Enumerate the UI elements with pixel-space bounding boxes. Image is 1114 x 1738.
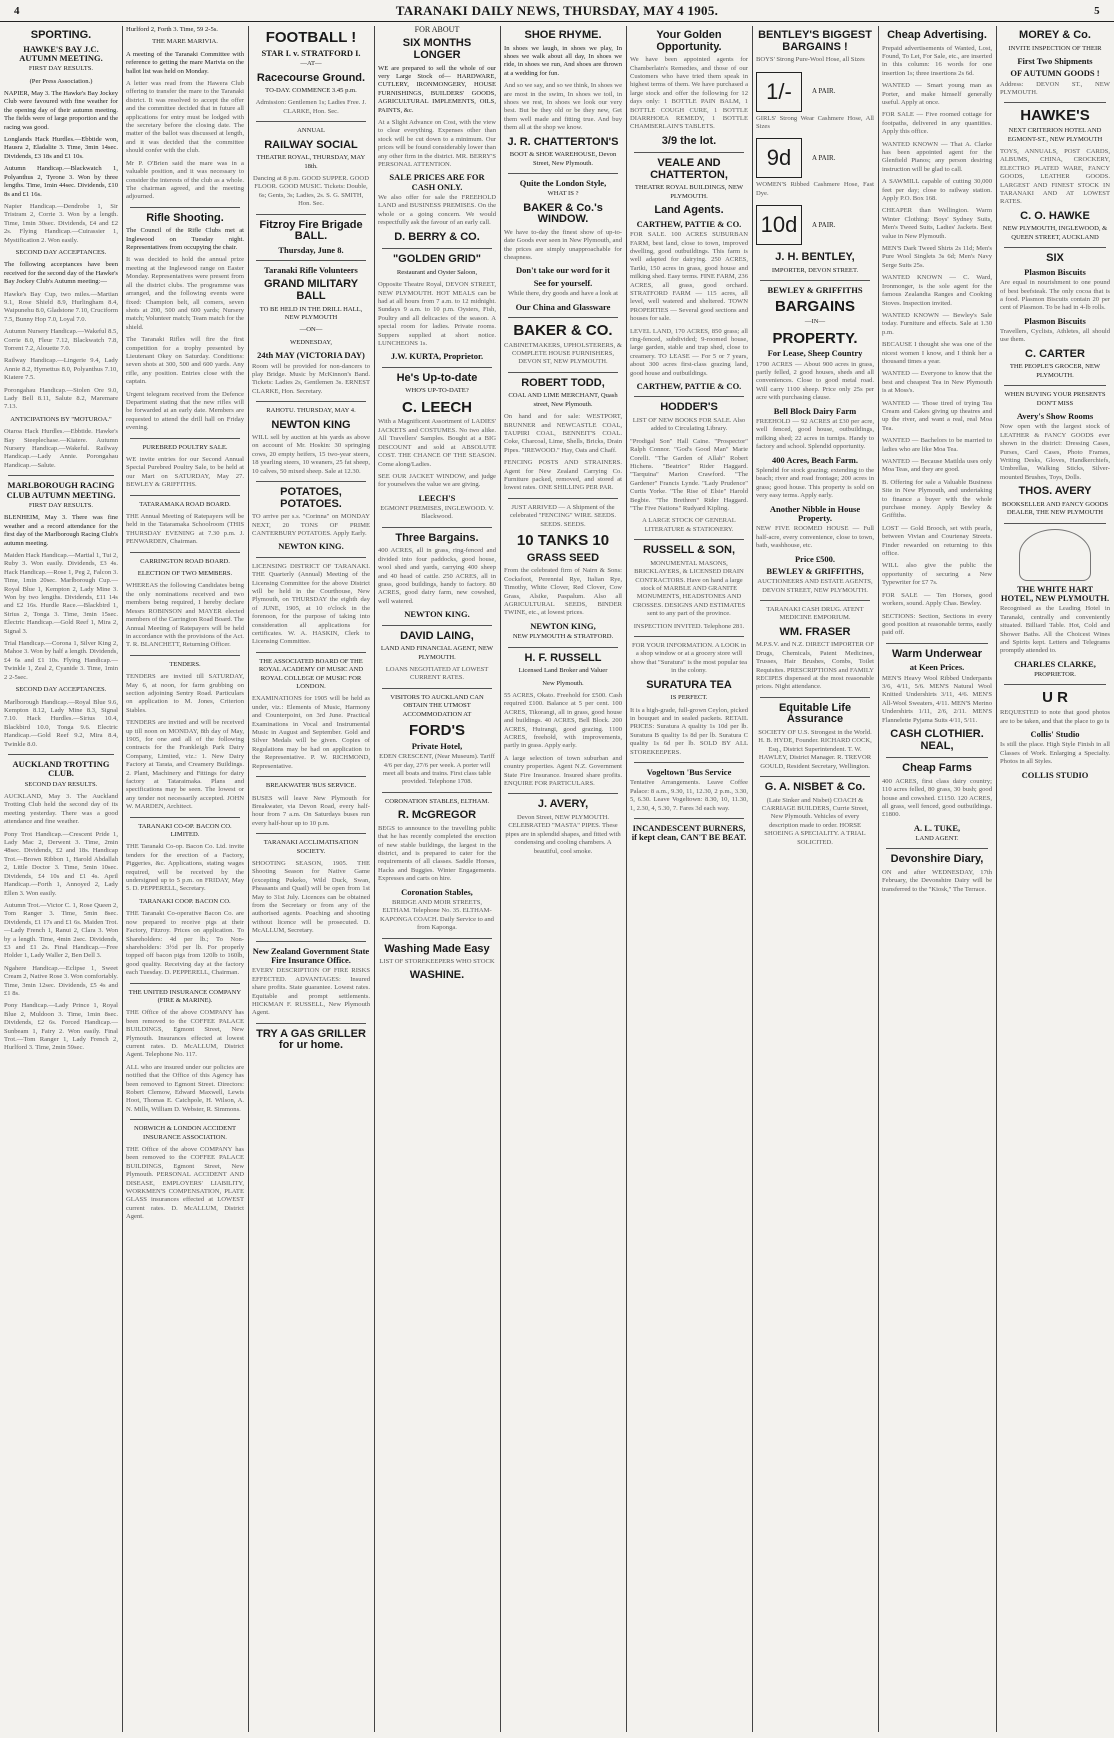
collis-heading: Collis' Studio (1030, 729, 1080, 740)
section-subheading: FIRST DAY RESULTS. (28, 65, 94, 73)
section-subheading: ELECTION OF TWO MEMBERS. (137, 570, 233, 578)
thos-avery-heading: THOS. AVERY (1018, 485, 1092, 498)
house-property-heading: Another Nibble in House Property. (769, 503, 861, 523)
mcgregor-heading: R. McGREGOR (397, 809, 477, 822)
tanks-heading: 10 TANKS 10 (516, 532, 610, 550)
ball-date: Thursday, June 8. (278, 244, 344, 255)
carter-heading: C. CARTER (1025, 347, 1085, 360)
see-yourself-heading: See for yourself. (533, 277, 593, 288)
clarke-heading: CHARLES CLARKE, (1014, 658, 1096, 669)
plasmon-heading: Plasmon Biscuits (1024, 315, 1086, 326)
grass-seed-heading: GRASS SEED (526, 551, 600, 564)
suratura-sub: IS PERFECT. (670, 694, 708, 702)
masthead (0, 0, 1114, 22)
visitors-intro: VISITORS TO AUCKLAND CAN OBTAIN THE UTMOST ACCOMMODATION AT (390, 693, 484, 718)
article-paragraph: Longlands Hack Hurdles.—Ebbtide won, Hausra 2, Eladalite 3. Time, 3min 14sec. Dividends, £3 18s and £1 10s. (4, 136, 118, 160)
stables-subheading: CORONATION STABLES, ELTHAM. (384, 797, 490, 805)
todd-heading: ROBERT TODD, (521, 376, 605, 389)
press-credit: (Per Press Association.) (29, 77, 93, 85)
section-subheading: TATARAMAKA ROAD BOARD. (139, 500, 231, 508)
chatterton-heading: J. R. CHATTERTON'S (507, 135, 619, 148)
match-title: STAR I. v. STRATFORD I. (261, 47, 361, 58)
bus-service-heading: BREAKWATER 'BUS SERVICE. (265, 782, 357, 790)
carthew-heading: CARTHEW, PATTIE & CO. (636, 218, 742, 229)
section-subheading: TENDERS. (169, 660, 201, 668)
column-shop-ads: SHOE RHYME. In shoes we laugh, in shoes we play, In shoes we walk about all day, In shoes we ride, in shoes we run, And shoes are thrown at a wedding for fun. And so we say, and so we think, In shoes we are most in the swim, In shoes we toil, in shoes we rest, In shoes we look our very best. But be they old or be they new, Get them well made and fitting true. And buy them all at the shop we know. J. R. CHATTERTON'S BOOT & SHOE WAREHOUSE, Devon Street, New Plymouth. Quite the London Style, WHAT IS ? BAKER & Co.'s WINDOW. We have to-day the finest show of up-to-date Goods ever seen in New Plymouth, and the prices are simply unapproachable for cheapness. Don't take our word for it See for yourself. While there, dry goods and have a look at Our China and Glassware BAKER & CO. CABINETMAKERS, UPHOLSTERERS, & COMPLETE HOUSE FURNISHERS, DEVON ST, NEW PLYMOUTH. ROBERT TODD, COAL AND LIME MERCHANT, Quash street, New Plymouth. On hand and for sale: WESTPORT, BRUNNER and NEWCASTLE COAL, TAUPIRI COAL, BENNEIT'S COAL. Coke, Charcoal, Lime, Shells, Bricks, Drain Pipes. "IREWOOD." Hay, Oats and Chaff. FENCING POSTS AND STRAINERS. Agent for New Zealand Carrying Co. Furniture packed, removed, and stored at lowest rates. ONE SHILLING PER PAR. JUST ARRIVED — A Shipment of the celebrated "FENCING" WIRE. SEEDS. SEEDS. SEEDS. 10 TANKS 10 GRASS SEED From the celebrated firm of Nairn & Sons: Cocksfoot, Perennial Rye, Italian Rye, Timothy, White Clover, Red Clover, Cow Grass, Alsike, Paspalum. Also all AGRICULTURAL SEEDS, BINDER TWINE, etc., at lowest prices. NEWTON KING, NEW PLYMOUTH & STRATFORD. H. F. RUSSELL Licensed Land Broker and Valuer New Plymouth. 55 ACRES, Okato. Freehold for £500. Cash required £100. Balance at 5 per cent. 100 ACRES, Tikorangi, all in grass, good house and buildings. 40 ACRES, Bell Block. 200 ACRES, Huirangi, good grazing. 1100 ACRES, freehold, with improvements, partly in grass. Apply early. A large selection of town suburban and country properties. Agent N.Z. Government State Fire Insurance. Insured share profits. ENQUIRE FOR PARTICULARS. J. AVERY, Devon Street, NEW PLYMOUTH. CELEBRATED "MASTA" PIPES. These pipes are in splendid shapes, and fitted with condensing and cooling chambers. A beautiful, cool smoke. (504, 29, 622, 855)
column-classifieds: Cheap Advertising. Prepaid advertisements of Wanted, Lost, Found, To Let, For Sale, etc., are inserted in this column: 16 words for one insertion 1s; three insertions 2s 6d. WANTED — Smart young man as Porter, and make himself generally useful. Apply at once. FOR SALE — Five roomed cottage for footpaths, delivered in any quantities. Apply this office. WANTED KNOWN — That A. Clarke has been appointed agent for the Glenfield Pianos; any person desiring instruction will be glad to call. A SAWMILL capable of cutting 30,000 feet per day; close to railway station. Apply P.O. Box 168. CHEAPER than Wellington. Warm Winter Clothing: Boys' Sydney Suits, Men's Tweed Suits, Ladies' Jackets. Best value in New Plymouth. MEN'S Dark Tweed Shirts 2s 11d; Men's Pure Wool Singlets 3s 6d; Men's Navy Serge Suits 25s. WANTED KNOWN — C. Ward, Ironmonger, is the sole agent for the famous Zealandia Ranges and Cooking Stoves. Inspection invited. WANTED KNOWN — Bewley's Sale today. Furniture and effects. Sale at 1.30 p.m. BECAUSE I thought she was one of the nicest women I know, and I think her a thousand times a year. WANTED — Everyone to know that the best and cheapest Tea in New Plymouth is at Moss's. WANTED — Those tired of trying Tea Cream and Cakes giving up theatres and up the river, and want a real, real Moa Tea. WANTED — Bachelors to be married to ladies who are like Moa Tea. WANTED — Because Matilda uses only Moa Teas, and they are good. B. Offering for sale a Valuable Business Site in New Plymouth, and undertaking to finance a buyer with the whole purchase money. Apply Bewley & Griffiths. LOST — Gold Brooch, set with pearls, between Vivian and Courtenay Streets. Finder rewarded on returning to this office. WILL also give the public the opportunity of securing a New Typewriter for £7 7s. FOR SALE — Ten Horses, good workers, sound. Apply Chas. Bewley. SECTIONS: Section, Sections in every good position at reasonable terms, easily paid off. Warm Underwear at Keen Prices. MEN'S Heavy Wool Ribbed Underpants 3/6, 4/11, 5/6. MEN'S Natural Wool Knitted Undershirts 3/11, 4/6. MEN'S All-Wool Sweaters, 4/11. MEN'S Merino Undershirts 1/11, 2/6, 2/11. MEN'S Flannelette Pyjama Suits 4/11, 5/11. CASH CLOTHIER. NEAL, Cheap Farms 400 ACRES, first class dairy country; 110 acres felled, 80 grass, 30 bush; good house and cowshed. £1150. 120 ACRES, all grass, well fenced, good outbuildings. £1800. A. L. TUKE, LAND AGENT. Devonshire Diary, ON and after WEDNESDAY, 17th February, the Devonshire Dairy will be transferred to the "Kiosk," The Terrace. (882, 29, 992, 893)
avery-heading: J. AVERY, (537, 798, 589, 811)
section-subheading: CARRINGTON ROAD BOARD. (140, 557, 230, 565)
thos-avery-sub: BOOKSELLER AND FANCY GOODS DEALER, THE NEW PLYMOUTH (1001, 500, 1109, 517)
ad-paragraph: WE are prepared to sell the whole of our very Large Stock of— HARDWARE, CUTLERY, IRONMONGERY, HOUSE FURNISHINGS, BUILDERS' GOODS, AGRICULTURAL IMPLEMENTS, OILS, PAINTS, &c. (378, 64, 496, 114)
todd-subheading: COAL AND LIME MERCHANT, Quash street, New Plymouth. (508, 392, 618, 408)
section-subheading: FIRST DAY RESULTS. (28, 501, 94, 509)
dairy-farm-heading: Bell Block Dairy Farm (773, 405, 857, 416)
auctioneer-heading: NEWTON KING. (404, 609, 470, 620)
section-heading: AUCKLAND TROTTING CLUB. (12, 758, 110, 779)
veale-heading: VEALE AND CHATTERTON, (650, 157, 728, 181)
article-paragraph: A meeting of the Taranaki Committee with reference to getting the mare Marivia on the ballot list was held on Monday. (126, 50, 244, 75)
golden-grid-sub: Restaurant and Oyster Saloon, (396, 268, 478, 276)
section-subheading: THE MARE MARIVIA. (152, 38, 218, 46)
column-news: Hurlford 2, Forth 3. Time, 59 2-5s. THE MARE MARIVIA. A meeting of the Taranaki Committee with reference to getting the mare Marivia on the ballot list was held on Monday. A letter was read from the Hawera Club offering to transfer the mare to the Taranaki district. It was resolved to accept the offer and the committee decided that in future all applications for entry must be lodged with the secretary before the closing date. The matter of the ballot was discussed at length, and it was decided that the committee should confer with the club. Mr P. O'Brien said the mare was in a valuable position, and it was necessary to consider the interests of the club as a whole. The chairman agreed, and the meeting adjourned. Rifle Shooting. The Council of the Rifle Clubs met at Inglewood on Tuesday night. Representatives from occupying the chair. It was decided to hold the annual prize meeting at the Inglewood range on Easter Monday. Representatives were present from all the district clubs. The programme was arranged, and the following events were fixed: Champion belt, all comers, seven shots at 200, 500 and 600 yards; Nursery match; Volunteer match; Team match for the shield. The Taranaki Rifles will fire the first competition for a trophy presented by Lieutenant Okey on Saturday. Conditions: seven shots at 300, 500 and 600 yards. Any rifle, any position. Entries close with the captain. Urgent telegram received from the Defence Department stating that the new rifles will be forwarded at an early date. Members are requested to attend the drill hall on Friday evening. PUREBRED POULTRY SALE. WE invite entries for our Second Annual Special Purebred Poultry Sale, to be held at our Mart on SATURDAY, May 27. BEWLEY & GRIFFITHS. TATARAMAKA ROAD BOARD. THE Annual Meeting of Ratepayers will be held in the Tataramaka Schoolroom (THIS THURSDAY EVENING at 7.30 p.m. J. PENWARDEN, Chairman. CARRINGTON ROAD BOARD. ELECTION OF TWO MEMBERS. WHEREAS the following Candidates being the only nominations received and two members being required, I hereby declare Messrs ROBINSON and MAYER elected members of the Carrington Road Board. The Annual Meeting of Ratepayers will be held in accordance with the provisions of the Act. T. R. BLANCHETT, Returning Officer. TENDERS. TENDERS are invited till SATURDAY, May 6, at noon, for farm grubbing on section adjoining Sentry Road. Particulars on application to M. Jones, Criterion Stables. TENDERS are invited and will be received up till noon on MONDAY, 8th day of May, 1905, for one and all of the following contracts for the Frankleigh Park Dairy Company, Limited, viz.: 1. New Dairy Factory at Tarata, and Creamery Buildings. 2. Plant, Machinery and Fittings for dairy factory at Tataraimaka. Plans and specifications may be seen. The lowest or any tender not necessarily accepted. JOHN W. MARDEN, Architect. TARANAKI CO-OP. BACON CO. LIMITED. THE Taranaki Co-op. Bacon Co. Ltd. invite tenders for the erection of a Factory, Piggeries, &c. Applications, stating wages required, will be received by the undersigned up to 5 p.m. on FRIDAY, May 5. D. PEPPERELL, Secretary. TARANAKI COOP. BACON CO. THE Taranaki Co-operative Bacon Co. are now prepared to receive pigs at their Factory, Fitzroy. Prices on application. To Shareholders: 4d per lb.; To Non-shareholders: 3½d per lb. For properly topped off bacon pigs from 120lb to 160lb, good quality. Receiving day at the factory each Tuesday. D. PEPPERELL, Chairman. THE UNITED INSURANCE COMPANY (FIRE & MARINE). THE Office of the above COMPANY has been removed to the COFFEE PALACE BUILDINGS, Egmont Street, New Plymouth. Insurances effected at lowest current rates. D. McALLUM, District Agent. Telephone No. 117. ALL who are insured under our policies are notified that the Office of this Agency has been removed to Egmont Street. Directors: Robert Clemow, Edward Maxwell, Lewis Hoot, Thomas E. Catchpole, H. Wilson, A. N. Mills, William D. Webster, R. Simmons. NORWICH & LONDON ACCIDENT INSURANCE ASSOCIATION. THE Office of the above COMPANY has been removed to the COFFEE PALACE BUILDINGS, Egmont Street, New Plymouth. PERSONAL ACCIDENT AND DISEASE, EMPLOYERS' LIABILITY, WORKMEN'S COMPENSATION, PLATE GLASS insurances effected at LOWEST current rates. D. McALLUM, District Agent. (126, 26, 244, 1221)
price-unit: A PAIR. (812, 87, 836, 96)
chatterton-address: BOOT & SHOE WAREHOUSE, Devon Street, New Plymouth. (509, 151, 617, 167)
article-paragraph: BLENHEIM, May 3. There was fine weather and a record attendance for the first day of the Marlborough Racing Club's autumn meeting. (4, 514, 118, 547)
section-heading: Rifle Shooting. (146, 211, 224, 224)
bargains-heading: BARGAINS (774, 298, 855, 316)
price-unit: A PAIR. (812, 220, 836, 229)
china-heading: Our China and Glassware (515, 301, 611, 312)
russell-heading: H. F. RUSSELL (524, 651, 602, 664)
leech-store-name: LEECH'S (418, 492, 456, 503)
section-subheading: ANTICIPATIONS BY "MOTUROA." (10, 415, 112, 423)
hawke-heading: C. O. HAWKE (1020, 209, 1090, 222)
collis-studio-heading: COLLIS STUDIO (1021, 769, 1089, 780)
auctioneer-heading: NEWTON KING (271, 418, 351, 431)
article-paragraph: Hurlford 2, Forth 3. Time, 59 2-5s. (126, 26, 218, 33)
military-ball-heading: GRAND MILITARY BALL (263, 278, 359, 302)
bewley-heading: BEWLEY & GRIFFITHS (767, 285, 863, 296)
fraser-heading: WM. FRASER (779, 625, 851, 638)
stables-name: Coronation Stables, (401, 886, 473, 897)
price-row (756, 202, 874, 248)
hawke-address: NEXT CRITERION HOTEL AND EGMONT-ST., NEW PLYMOUTH (1007, 127, 1103, 143)
football-heading: FOOTBALL ! (265, 29, 357, 46)
sale-prices-note: SALE PRICES ARE FOR CASH ONLY. (389, 172, 485, 192)
property-heading: PROPERTY. (772, 329, 858, 347)
railway-social-heading: RAILWAY SOCIAL (264, 138, 358, 151)
dont-take-heading: Don't take our word for it (516, 265, 610, 276)
fords-sub: Private Hotel, (411, 740, 463, 751)
white-hart-heading: THE WHITE HART HOTEL, NEW PLYMOUTH. (1000, 583, 1110, 603)
section-subheading: SECOND DAY RESULTS. (24, 780, 98, 788)
railway-social-venue: THEATRE ROYAL, THURSDAY, MAY 18th. (256, 154, 366, 170)
bewley-heading: BEWLEY & GRIFFITHS, (766, 565, 864, 576)
section-subheading: THE UNITED INSURANCE COMPANY (FIRE & MARINE). (128, 988, 242, 1004)
venue-heading: Racecourse Ground. (256, 71, 366, 84)
russell-subheading: Licensed Land Broker and Valuer (518, 667, 608, 675)
music-board-heading: THE ASSOCIATED BOARD OF THE ROYAL ACADEMY OF MUSIC AND ROYAL COLLEGE OF MUSIC FOR LONDON. (258, 657, 364, 691)
gas-griller-heading: TRY A GAS GRILLER for ur home. (256, 1027, 366, 1052)
article-paragraph: Autumn Handicap.—Blackwatch 1, Polyanthus 2, Tyrone 3. Won by three lengths. Time, 1min 44sec. Dividends, £10 8s and £1 16s. (4, 165, 118, 198)
up-to-date-sub: WHO'S UP-TO-DATE? (405, 387, 469, 395)
hodder-heading: HODDER'S (660, 401, 718, 414)
column-right-ads: MOREY & Co. INVITE INSPECTION OF THEIR First Two Shipments OF AUTUMN GOODS ! Address: DEVON ST., NEW PLYMOUTH. HAWKE'S NEXT CRITERION HOTEL AND EGMONT-ST., NEW PLYMOUTH TOYS, ANNUALS, POST CARDS, ALBUMS, CHINA, CROCKERY, ELECTRO PLATED WARE, FANCY GOODS, LEATHER GOODS. LARGEST AND FINEST STOCK IN TARANAKI AND AT LOWEST RATES. C. O. HAWKE NEW PLYMOUTH, INGLEWOOD, & QUEEN STREET, AUCKLAND SIX Plasmon Biscuits Are equal in nourishment to one pound of best beefsteak. The only cocoa that is a food. Plasmon Biscuits contain 20 per cent of Plasmon. To be had in 4-lb rolls. Plasmon Biscuits Travellers, Cyclists, Athletes, all should use them. C. CARTER THE PEOPLE'S GROCER, NEW PLYMOUTH. WHEN BUYING YOUR PRESENTS DON'T MISS Avery's Show Rooms Now open with the largest stock of LEATHER & FANCY GOODS ever shown in the district: Dressing Cases, Purses, Card Cases, Photo Frames, Writing Desks, Gloves, Handkerchiefs, Umbrellas, Walking Sticks, Silver-mounted Brushes, Toys, Dolls. THOS. AVERY BOOKSELLER AND FANCY GOODS DEALER, THE NEW PLYMOUTH THE WHITE HART HOTEL, NEW PLYMOUTH. Recognised as the Leading Hotel in Taranaki, centrally and conveniently situated. Billiard Table. Hot, Cold and Shower Baths. All the Choicest Wines and Spirits kept. Letters and Telegrams promptly attended to. CHARLES CLARKE, PROPRIETOR. U R REQUESTED to note that good photos are to be taken, and that the place to go is Collis' Studio Is still the place. High Style Finish in all Classes of Work. Enlarging a Specialty. Photos in all Styles. COLLIS STUDIO (1000, 29, 1110, 780)
section-heading: MARLBOROUGH RACING CLUB AUTUMN MEETING. (6, 480, 116, 500)
carter-sub: THE PEOPLE'S GROCER, NEW PLYMOUTH. (1009, 363, 1101, 379)
section-subheading: SECOND DAY ACCEPTANCES. (15, 248, 107, 256)
shoe-rhyme-heading: SHOE RHYME. (524, 29, 602, 41)
show-rooms-heading: Avery's Show Rooms (1016, 411, 1094, 422)
price-box: 10d (756, 205, 802, 245)
veale-address: THEATRE ROYAL BUILDINGS, NEW PLYMOUTH. (634, 184, 744, 200)
column-entertainment: FOOTBALL ! STAR I. v. STRATFORD I. —AT— Racecourse Ground. TO-DAY. COMMENCE 3.45 p.m. Admission: Gentlemen 1s; Ladies Free. J. CLARKE, Hon. Sec. ANNUAL RAILWAY SOCIAL THEATRE ROYAL, THURSDAY, MAY 18th. Dancing at 8 p.m. GOOD SUPPER. GOOD FLOOR. GOOD MUSIC. Tickets: Double, 6s; Gents, 3s; Ladies, 2s. S. G. SMITH, Hon. Sec. Fitzroy Fire Brigade BALL. Thursday, June 8. Taranaki Rifle Volunteers GRAND MILITARY BALL TO BE HELD IN THE DRILL HALL, NEW PLYMOUTH —ON— WEDNESDAY, 24th MAY (VICTORIA DAY) Room will be provided for non-dancers to play Bridge. Music by McKinnon's Band. Tickets: Ladies 2s, Gentlemen 3s. ERNEST CLARKE, Hon. Secretary. RAHOTU. THURSDAY, MAY 4. NEWTON KING WILL sell by auction at his yards as above on account of Mr. Hoskin: 30 springing cows, 20 empty heifers, 15 two-year steers, 18 yearling steers, 10 weaners, 25 fat sheep, 10 calves, 50 mixed sheep. Sale at 12.30. POTATOES, POTATOES. TO arrive per s.s. "Corinna" on MONDAY NEXT, 20 TONS OF PRIME CANTERBURY POTATOES. Apply Early. NEWTON KING. LICENSING DISTRICT OF TARANAKI. THE Quarterly (Annual) Meeting of the Licensing Committee for the above District will be held in the Courthouse, New Plymouth, on THURSDAY the eighth day of JUNE, 1905, at 10 o'clock in the forenoon, for the purpose of taking into consideration all applications for certificates. W. A. HASKIN, Clerk to Licensing Committee. THE ASSOCIATED BOARD OF THE ROYAL ACADEMY OF MUSIC AND ROYAL COLLEGE OF MUSIC FOR LONDON. EXAMINATIONS for 1905 will be held as under, viz.: Elements of Music, Harmony and Counterpoint, on 3rd June. Practical Examinations in Vocal and Instrumental Music in August and September. Gold and Silver Medals will be given. Copies of Regulations may be had on application to the Representative. P. W. RICHMOND, Representative. BREAKWATER 'BUS SERVICE. BUSES will leave New Plymouth for Breakwater, via Devon Road, every half-hour from 7 a.m. On Saturdays buses run every half-hour up to 10 p.m. TARANAKI ACCLIMATISATION SOCIETY. SHOOTING SEASON, 1905. THE Shooting Season for Native Game (excepting Pukeko, Wild Duck, Swan, Pheasants and Quail) will be open from 1st May to 31st July. Licences can be obtained from the Secretary or from any of the authorised agents. Poaching and shooting without licence will be prosecuted. D. McALLUM, Secretary. New Zealand Government State Fire Insurance Office. EVERY DESCRIPTION OF FIRE RISKS EFFECTED. ADVANTAGES: Insured share profits. State guarantee. Lowest rates. Equitable and prompt settlements. HICKMAN F. RUSSELL, New Plymouth Agent. TRY A GAS GRILLER for ur home. (252, 29, 370, 1052)
baker-window-heading: BAKER & Co.'s WINDOW. (523, 201, 603, 226)
morey-invite: INVITE INSPECTION OF THEIR (1008, 44, 1102, 52)
beach-farm-heading: 400 Acres, Beach Farm. (771, 454, 858, 465)
fire-insurance-heading: New Zealand Government State Fire Insurance Office. (252, 945, 370, 965)
laing-subheading: LAND AND FINANCIAL AGENT, NEW PLYMOUTH. (380, 645, 494, 661)
baker-heading: BAKER & CO. (513, 321, 613, 339)
clarke-sub: PROPRIETOR. (1034, 671, 1076, 679)
land-agents-heading: Land Agents. (654, 204, 724, 217)
three-bargains-heading: Three Bargains. (395, 531, 479, 544)
section-subheading: TARANAKI COOP. BACON CO. (139, 897, 231, 905)
berry-heading: D. BERRY & CO. (394, 230, 480, 243)
up-to-date-heading: He's Up-to-date (396, 371, 478, 384)
sporting-heading: SPORTING. (30, 29, 92, 41)
auctioneer-heading: NEWTON KING. (278, 541, 344, 552)
suratura-heading: SURATURA TEA (646, 678, 732, 691)
golden-grid-heading: "GOLDEN GRID" (392, 253, 482, 266)
clothier-heading: CASH CLOTHIER. NEAL, (890, 728, 984, 752)
price-box: 9d (756, 138, 802, 178)
plasmon-heading: Plasmon Biscuits (1024, 266, 1086, 277)
bargains-in: —IN— (804, 318, 826, 326)
ball-venue: TO BE HELD IN THE DRILL HALL, NEW PLYMOUTH (259, 305, 363, 321)
morey-heading: MOREY & Co. (1019, 29, 1091, 41)
london-style-heading: Quite the London Style, (519, 177, 607, 188)
underwear-sub: at Keen Prices. (909, 662, 965, 673)
section-subheading: NORWICH & LONDON ACCIDENT INSURANCE ASSOCIATION. (133, 1125, 237, 1141)
price-unit: A PAIR. (812, 154, 836, 163)
price-row (756, 69, 874, 115)
autumn-goods-heading: OF AUTUMN GOODS ! (1010, 68, 1100, 79)
section-subheading: PUREBRED POULTRY SALE. (142, 443, 228, 451)
price-row (756, 135, 874, 181)
russell-location: New Plymouth. (542, 679, 584, 687)
column-sporting: SPORTING. HAWKE'S BAY J.C. AUTUMN MEETING. FIRST DAY RESULTS. (Per Press Association.) NAPIER, May 3. The Hawke's Bay Jockey Club were favoured with fine weather for the opening day of their autumn meeting. The fields were of large proportion and the racing was good. Longlands Hack Hurdles.—Ebbtide won, Hausra 2, Eladalite 3. Time, 3min 14sec. Dividends, £3 18s and £1 10s. Autumn Handicap.—Blackwatch 1, Polyanthus 2, Tyrone 3. Won by three lengths. Time, 1min 44sec. Dividends, £10 8s and £1 16s. Napier Handicap.—Dendrobe 1, Sir Tristram 2, Corrie 3. Won by a length. Time, 1min 30sec. Dividends, £4 and £2 2s. Flying Handicap.—Cuirassier 1, Mystification 2. Won easily. SECOND DAY ACCEPTANCES. The following acceptances have been received for the second day of the Hawke's Bay Jockey Club's Autumn meeting:— Hawke's Bay Cup, two miles.—Martian 9.1, Rose Shield 8.9, Hurlingham 8.4, Waipunehu 8.0, Gladstone 7.10, Cruciform 7.5, Bunny Hop 7.0, Loyal 7.0. Autumn Nursery Handicap.—Wakeful 8.5, Corrie 8.0, Fleur 7.12, Blackwatch 7.8, Torrent 7.2, Alouette 7.0. Railway Handicap.—Lingerie 9.4, Lady Annie 8.2, Hymettus 8.0, Polyanthus 7.10, Kiatere 7.5. Porongahau Handicap.—Stolen Ore 9.0, Lady Bell 8.11, Salute 8.2, Maremare 7.13. ANTICIPATIONS BY "MOTUROA." Otaroa Hack Hurdles.—Ebbtide. Hawke's Bay Steeplechase.—Kiatere. Autumn Nursery Handicap.—Wakeful. Railway Handicap.—Lady Annie. Porongahau Handicap.—Salute. MARLBOROUGH RACING CLUB AUTUMN MEETING. FIRST DAY RESULTS. BLENHEIM, May 3. There was fine weather and a record attendance for the first day of the Marlborough Racing Club's autumn meeting. Maiden Hack Handicap.—Martial 1, Tui 2, Ruby 3. Won easily. Dividends, £3 4s. Hack Handicap.—Rose 1, Peg 2, Falcon 3. Time, 1min 20sec. Marlborough Cup.—Royal Blue 1, Kempton 2, Lady Mine 3. Won by two lengths. Dividends, £11 14s and £2 16s. Hurdle Race.—Blackbird 1, Sirius 2, Tonga 3. Time, 3min 15sec. Electric Handicap.—Gold Reef 1, Mira 2, Signal 3. Trial Handicap.—Corona 1, Silver King 2, Mahoe 3. Won by half a length. Dividends, £4 6s and £1 10s. Flying Handicap.—Twinkle 1, Zeal 2, Cyanide 3. Time, 1min 2 2-5sec. SECOND DAY ACCEPTANCES. Marlborough Handicap.—Royal Blue 9.6, Kempton 8.12, Lady Mine 8.3, Signal 7.10. Hack Hurdles.—Sirius 10.4, Blackbird 10.0, Tonga 9.6. Electric Handicap.—Gold Reef 9.2, Mira 8.4, Twinkle 8.0. AUCKLAND TROTTING CLUB. SECOND DAY RESULTS. AUCKLAND, May 3. The Auckland Trotting Club held the second day of its meeting yesterday. There was a good attendance and fine weather. Pony Trot Handicap.—Crescent Pride 1, Lady Mac 2, Derwent 3. Time, 2min 48sec. Dividends, £2 and 18s. Handicap Trot.—Brown Ribbon 1, Harold Abdallah 2, Little Doctor 3. Time, 5min 10sec. Dividends, £4 10s and £1 4s. April Handicap.—Forth 1, Annoyed 2, Lady Ellen 3. Won easily. Autumn Trot.—Victor C. 1, Rose Queen 2, Tom Ranger 3. Time, 5min 8sec. Dividends, £1 17s and £1 6s. Maiden Trot.—Lady French 1, Ranui 2, Clara 3. Won by a length. Time, 4min 2sec. Dividends, £3 and £1 2s. Final Handicap.—Free Holder 1, Lady Waller 2, Ben Dell 3. Ngahere Handicap.—Eclipse 1, Sweet Cream 2, Native Rose 3. Won comfortably. Time, 3min 12sec. Dividends, £5 4s and £1 8s. Pony Handicap.—Lady Prince 1, Royal Blue 2, Muldoon 3. Time, 1min 8sec. Dividends, £2 6s. Forced Handicap.—Sunbeam 1, Fairy 2. Won easily. Final Trot.—Tom Ranger 1, Lady French 2, Hurlford 3. Time, 2min 59sec. (4, 29, 118, 1052)
royal-crest-image (1019, 529, 1091, 581)
golden-opportunity-heading: Your Golden Opportunity. (656, 29, 722, 53)
potatoes-heading: POTATOES, POTATOES. (280, 486, 342, 510)
hawke-heading: HAWKE'S (1020, 107, 1090, 125)
ur-heading: U R (1042, 689, 1068, 707)
cheap-advertising-heading: Cheap Advertising. (887, 29, 987, 41)
vogeltown-heading: Vogeltown 'Bus Service (646, 766, 732, 777)
equitable-heading: Equitable Life Assurance (778, 701, 852, 726)
ball-day: 24th MAY (VICTORIA DAY) (257, 350, 365, 361)
fire-brigade-ball-heading: Fitzroy Fire Brigade BALL. (259, 218, 363, 243)
tuke-sub: LAND AGENT. (915, 835, 959, 843)
article-paragraph: The following acceptances have been received for the second day of the Hawke's Bay Jockey Club's Autumn meeting:— (4, 261, 118, 286)
bentley-bargains-heading: BENTLEY'S BIGGEST BARGAINS ! (758, 29, 872, 53)
page-number-right: 5 (1094, 4, 1100, 17)
column-bentley: BENTLEY'S BIGGEST BARGAINS ! BOYS' Strong Pure-Wool Hose, all Sizes 1/- A PAIR. GIRLS' Strong Wear Cashmere Hose, All Sizes 9d A PAIR. WOMEN'S Ribbed Cashmere Hose, Fast Dye. 10d A PAIR. J. H. BENTLEY, IMPORTER, DEVON STREET. BEWLEY & GRIFFITHS BARGAINS —IN— PROPERTY. For Lease, Sheep Country 1790 ACRES — About 900 acres in grass, partly felled, 2 good houses, sheds and all conveniences. Close to good metal road. Will carry 1100 sheep. Price only 25s per acre with purchasing clause. Bell Block Dairy Farm FREEHOLD — 92 ACRES at £30 per acre, well fenced, good house, outbuildings, milking shed; 22 acres in turnips. Handy to factory and school. Splendid opportunity. 400 Acres, Beach Farm. Splendid for stock grazing; extending to the beach; river and road frontage; 200 acres in grass; good house. This property is sold on very easy terms. Apply early. Another Nibble in House Property. NEW FIVE ROOMED HOUSE — Full half-acre, every convenience, close to town, bath, washhouse, etc. Price £500. BEWLEY & GRIFFITHS, AUCTIONEERS AND ESTATE AGENTS, DEVON STREET, NEW PLYMOUTH. TARANAKI CASH DRUG. ATENT MEDICINE EMPORIUM. WM. FRASER M.P.S.V. and N.Z. DIRECT IMPORTER OF Drugs, Chemicals, Patent Medicines, Trusses, Hair Brushes, Combs, Toilet Requisites. PRESCRIPTIONS and FAMILY RECIPES dispensed at the most reasonable prices. Night attendance. Equitable Life Assurance SOCIETY OF U.S. Strongest in the World. H. B. HYDE, Founder. RICHARD COCK, Esq., District Superintendent. T. W. HAWLEY, District Manager. R. TREVOR GOULD, Resident Secretary, Wellington. G. A. NISBET & Co. (Late Sinker and Nisbet) COACH & CARRIAGE BUILDERS, Currie Street, New Plymouth. Vehicles of every description made to order. HORSE SHOEING A SPECIALITY. A TRIAL SOLICITED. (756, 29, 874, 846)
newton-king-heading: NEWTON KING, (530, 620, 596, 631)
burners-heading: INCANDESCENT BURNERS, if kept clean, CAN'T BE BEAT. (631, 822, 747, 843)
price-box: 1/- (756, 72, 802, 112)
newton-king-sub: NEW PLYMOUTH & STRATFORD. (512, 633, 614, 641)
nisbet-heading: G. A. NISBET & Co. (764, 780, 866, 793)
what-is-line: WHAT IS ? (547, 190, 579, 198)
hawke-locations: NEW PLYMOUTH, INGLEWOOD, & QUEEN STREET, AUCKLAND (1002, 225, 1108, 241)
section-heading: HAWKE'S BAY J.C. AUTUMN MEETING. (19, 43, 103, 63)
six-heading: SIX (1046, 252, 1064, 265)
leech-heading: C. LEECH (401, 398, 472, 416)
rahotu-sale-date: RAHOTU. THURSDAY, MAY 4. (266, 407, 356, 415)
tuke-heading: A. L. TUKE, (913, 822, 961, 833)
washine-heading: WASHINE. (409, 969, 465, 982)
article-paragraph: NAPIER, May 3. The Hawke's Bay Jockey Club were favoured with fine weather for the opening day of their autumn meeting. The fields were of large proportion and the racing was good. (4, 90, 118, 131)
article-paragraph: The Council of the Rifle Clubs met at Inglewood on Tuesday night. Representatives from occupying the chair. (126, 227, 244, 252)
bentley-address: IMPORTER, DEVON STREET. (771, 266, 859, 274)
sheep-country-heading: For Lease, Sheep Country (767, 348, 863, 359)
shoe-rhyme-text: In shoes we laugh, in shoes we play, In shoes we walk about all day, In shoes we ride, in shoes we run, And shoes are thrown at a wedding for fun. (504, 44, 622, 77)
ad-kicker: FOR ABOUT (414, 26, 460, 34)
presents-intro: WHEN BUYING YOUR PRESENTS DON'T MISS (1004, 391, 1106, 407)
six-months-heading: SIX MONTHS LONGER (402, 37, 472, 61)
proprietor-line: J.W. KURTA, Proprietor. (390, 351, 484, 362)
house-price: Price £500. (794, 553, 836, 564)
page-number-left: 4 (14, 4, 20, 17)
devonshire-heading: Devonshire Diary, (890, 853, 984, 866)
russell-son-heading: RUSSELL & SON, (642, 544, 736, 557)
column-trade-ads: FOR ABOUT SIX MONTHS LONGER WE are prepared to sell the whole of our very Large Stock of— HARDWARE, CUTLERY, IRONMONGERY, HOUSE FURNISHINGS, BUILDERS' GOODS, AGRICULTURAL IMPLEMENTS, OILS, PAINTS, &c. At a Slight Advance on Cost, with the view to clear everything. Expenses other than stock will be cut down to a minimum. Our prices will be found considerably lower than any other firm in the district. MR. BERRY'S PERSONAL ATTENTION. SALE PRICES ARE FOR CASH ONLY. We also offer for sale the FREEHOLD LAND and BUSINESS PREMISES. On the whole or a going concern. We would respectfully ask the favour of an early call. D. BERRY & CO. "GOLDEN GRID" Restaurant and Oyster Saloon, Opposite Theatre Royal, DEVON STREET, NEW PLYMOUTH. HOT MEALS can be had at all hours from 7 a.m. to 12 midnight. Sundays 9 a.m. to 10 p.m. Oysters, Fish, Poultry and all delicacies of the season. A special room for ladies. Private rooms. Suppers supplied at short notice. LUNCHEONS 1s. J.W. KURTA, Proprietor. He's Up-to-date WHO'S UP-TO-DATE? C. LEECH With a Magnificent Assortment of LADIES' JACKETS and COSTUMES. No two alike. All Travellers' Samples. Bought at a BIG DISCOUNT and sold at ABSOLUTE COST. THE CHANCE OF THE SEASON. Come along/Ladies. SEE OUR JACKET WINDOW, and judge for yourselves the value we are giving. LEECH'S EGMONT PREMISES, INGLEWOOD. V. Blackwood. Three Bargains. 400 ACRES, all in grass, ring-fenced and divided into four paddocks, good house, wool shed and yards, carrying 400 sheep and 40 head of cattle. 250 ACRES, all in grass, good buildings, handy to factory. 80 ACRES, good dairy farm, new cowshed, well watered. NEWTON KING. DAVID LAING, LAND AND FINANCIAL AGENT, NEW PLYMOUTH. LOANS NEGOTIATED AT LOWEST CURRENT RATES. VISITORS TO AUCKLAND CAN OBTAIN THE UTMOST ACCOMMODATION AT FORD'S Private Hotel, EDEN CRESCENT, (Near Museum). Tariff 4/6 per day, 27/6 per week. A porter will meet all boats and trains. First class table provided. Telephone 1708. CORONATION STABLES, ELTHAM. R. McGREGOR BEGS to announce to the travelling public that he has recently completed the erection of new stable buildings, the largest in the district, and is prepared to cater for the requirements of all classes. Saddle Horses, Hacks and Buggies. Winter Engagements. Expresses and carts on hire. Coronation Stables, BRIDGE AND MOIR STREETS, ELTHAM. Telephone No. 35. ELTHAM-KAPONGA COACH. Daily Service to and from Kaponga. Washing Made Easy LIST OF STOREKEEPERS WHO STOCK WASHINE. (378, 26, 496, 982)
underwear-heading: Warm Underwear (891, 647, 983, 660)
washing-heading: Washing Made Easy (384, 942, 490, 955)
newspaper-title: TARANAKI DAILY NEWS, THURSDAY, MAY 4 1905. (395, 2, 719, 18)
section-subheading: SECOND DAY ACCEPTANCES. (15, 686, 107, 694)
price-heading: 3/9 the lot. (661, 134, 717, 147)
volunteers-heading: Taranaki Rifle Volunteers (264, 265, 358, 276)
carthew-heading: CARTHEW, PATTIE & CO. (636, 381, 742, 391)
match-time: TO-DAY. COMMENCE 3.45 p.m. (265, 87, 357, 95)
section-subheading: TARANAKI CO-OP. BACON CO. LIMITED. (138, 822, 232, 839)
shipments-heading: First Two Shipments (1017, 55, 1093, 66)
cheap-farms-heading: Cheap Farms (902, 762, 972, 775)
laing-heading: DAVID LAING, (400, 629, 474, 642)
fords-heading: FORD'S (408, 722, 466, 740)
bentley-heading: J. H. BENTLEY, (775, 251, 855, 264)
acclimatisation-heading: TARANAKI ACCLIMATISATION SOCIETY. (263, 839, 359, 855)
column-agents: Your Golden Opportunity. We have been appointed agents for Chamberlain's Remedies, and those of our Customers who have tried them speak in highest terms of them. We have purchased a large stock and offer the following for 12 days only: 1 BOTTLE PAIN BALM, 1 BOTTLE COUGH CURE, 1 BOTTLE DIARRHOEA REMEDY, 1 BOTTLE CHAMBERLAIN'S TABLETS. 3/9 the lot. VEALE AND CHATTERTON, THEATRE ROYAL BUILDINGS, NEW PLYMOUTH. Land Agents. CARTHEW, PATTIE & CO. FOR SALE. 100 ACRES SUBURBAN FARM, best land, close to town, improved dwelling, good outbuildings. This farm is well adapted for dairying. 250 ACRES, Tariki, 150 acres in grass, good house and milking shed. Easy terms. FINE FARM, 236 ACRES, all grass, good orchard. STRATFORD FARM — 115 acres, all level, well watered and sheltered. TOWN PROPERTIES — Several good sections and houses for sale. LEVEL LAND, 170 ACRES, 850 grass; all ring-fenced, subdivided; 9-roomed house, large garden, stable and trap shed, close to creamery. TO LEASE — For 5 or 7 years, about 300 acres first-class grazing land, good house and outbuildings. CARTHEW, PATTIE & CO. HODDER'S LIST OF NEW BOOKS FOR SALE. Also added to Circulating Library. "Prodigal Son" Hall Caine. "Prospector" Ralph Connor. "God's Good Man" Marie Corelli. "The Garden of Allah" Robert Hichens. "Beatrice" Rider Haggard. "Tarquina" Marion Crawford. "The Gardener" Francis Lynde. "Lady Prudence" Curtis Yorke. "The Rise of Elsie" Harold Begbie. "The Brethren" Rider Haggard. "The Five Nations" Rudyard Kipling. A LARGE STOCK OF GENERAL LITERATURE & STATIONERY. RUSSELL & SON, MONUMENTAL MASONS, BRICKLAYERS, & LICENSED DRAIN CONTRACTORS. Have on hand a large stock of MARBLE AND GRANITE MONUMENTS, HEADSTONES AND CROSSES. DESIGNS AND ESTIMATES sent to any part of the province. INSPECTION INVITED. Telephone 281. FOR YOUR INFORMATION. A LOOK in a shop window or at a grocery store will show that "Suratura" is the most popular tea in the colony. SURATURA TEA IS PERFECT. It is a high-grade, full-grown Ceylon, picked in bouquet and in sealed packets. RETAIL PRICES: Suratura A quality 1s 10d per lb. Suratura B quality 1s 8d per lb. Suratura C quality 1s 6d per lb. SOLD BY ALL STOREKEEPERS. Vogeltown 'Bus Service Tentative Arrangements. Leave Coffee Palace: 8 a.m., 9.30, 11, 12.30, 2 p.m., 3.30, 5, 6.30. Leave Vogeltown: 8.30, 10, 11.30, 1, 2.30, 4, 5.30, 7. Fares 3d each way. INCANDESCENT BURNERS, if kept clean, CAN'T BE BEAT. (630, 29, 748, 843)
